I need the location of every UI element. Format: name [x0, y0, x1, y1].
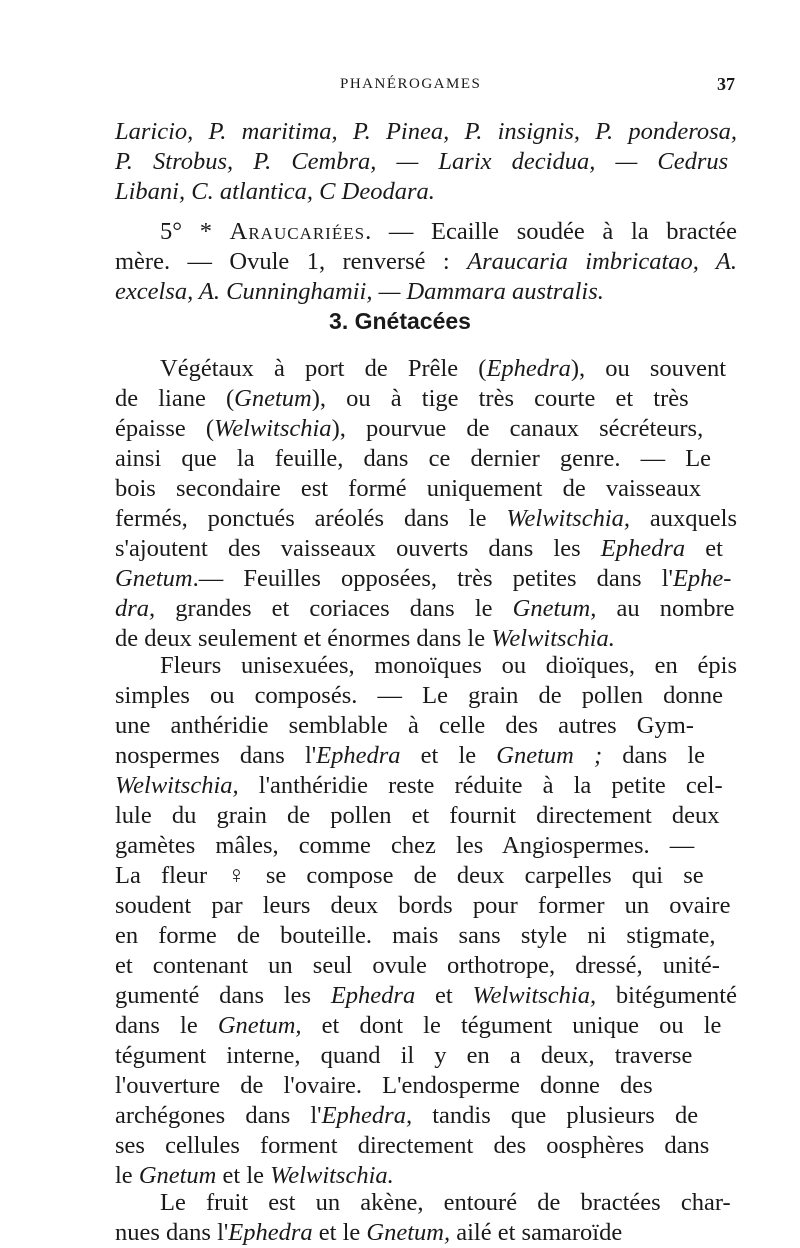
- text-span: et contenant un seul ovule orthotrope, dressé, unité-: [115, 952, 720, 979]
- text-line: [115, 414, 703, 444]
- text-span: auxquels: [630, 505, 737, 532]
- text-span: gamètes mâles, comme chez les Angiospermes. —: [115, 832, 695, 859]
- text-span: Welwitschia,: [506, 505, 630, 532]
- text-line: [115, 534, 723, 564]
- text-span: Araucaria imbricatao, A.: [467, 248, 737, 275]
- text-line: [115, 921, 716, 951]
- text-line: [115, 1161, 394, 1191]
- text-span: bois secondaire est formé uniquement de vaisseaux: [115, 475, 702, 502]
- text-span: 5° *: [160, 218, 230, 245]
- text-span: tégument interne, quand il y en a deux, traverse: [115, 1042, 693, 1069]
- text-span: et: [415, 982, 473, 1009]
- text-line: [115, 741, 705, 771]
- text-span: et dont le tégument unique ou le: [301, 1012, 722, 1039]
- text-span: une anthéridie semblable à celle des autres Gym-: [115, 712, 694, 739]
- text-line: [115, 444, 711, 474]
- text-line: [115, 891, 730, 921]
- text-span: .— Feuilles opposées, très petites dans l': [192, 565, 673, 592]
- text-span: archégones dans l': [115, 1102, 322, 1129]
- text-line: [115, 981, 737, 1011]
- text-span: ), ou à tige très courte et très: [311, 385, 689, 412]
- text-line: [115, 564, 731, 594]
- text-line: [115, 624, 615, 654]
- text-span: Welwitschia.: [270, 1162, 394, 1189]
- text-span: simples ou composés. — Le grain de pollen donne: [115, 682, 724, 709]
- text-line: [115, 951, 720, 981]
- text-span: Ephedra: [600, 535, 686, 562]
- text-span: et: [685, 535, 723, 562]
- text-span: Fleurs unisexuées, monoïques ou dioïques, en épis: [160, 652, 737, 679]
- text-span: dans le: [602, 742, 705, 769]
- text-span: Gnetum ;: [496, 742, 603, 769]
- text-span: nues dans l': [115, 1219, 229, 1246]
- text-line: [115, 1131, 709, 1161]
- text-line: [115, 147, 728, 177]
- text-span: lule du grain de pollen et fournit directement deux: [115, 802, 720, 829]
- text-line: [115, 681, 723, 711]
- text-span: P. Strobus, P. Cembra, — Larix decidua, — Cedrus: [115, 148, 729, 175]
- text-line: [115, 711, 694, 741]
- text-span: et le: [216, 1162, 271, 1189]
- text-line: [115, 1041, 692, 1071]
- text-span: dans le: [115, 1012, 218, 1039]
- text-span: Gnetum,: [217, 1012, 302, 1039]
- text-span: Végétaux à port de Prêle (: [160, 355, 487, 382]
- text-span: Libani, C. atlantica, C Deodara.: [115, 178, 435, 205]
- text-span: mère. — Ovule 1, renversé :: [115, 248, 468, 275]
- text-span: tandis que plusieurs de: [412, 1102, 699, 1129]
- text-span: Gnetum: [234, 385, 312, 412]
- text-span: Welwitschia.: [491, 625, 615, 652]
- text-line: [160, 651, 737, 681]
- text-span: Araucariées: [229, 218, 366, 245]
- text-line: [115, 474, 701, 504]
- text-line: [115, 1101, 698, 1131]
- running-head-title: PHANÉROGAMES: [340, 76, 482, 92]
- text-span: épaisse (: [115, 415, 215, 442]
- text-line: [115, 1218, 622, 1248]
- running-header: [0, 76, 800, 102]
- text-span: l'ouverture de l'ovaire. L'endosperme donne des: [115, 1072, 653, 1099]
- text-span: La fleur ♀ se compose de deux carpelles qui se: [115, 862, 704, 889]
- text-span: . — Ecaille soudée à la bractée: [365, 218, 737, 245]
- text-span: grandes et coriaces dans le: [155, 595, 513, 622]
- text-span: Gnetum,: [512, 595, 597, 622]
- text-span: l'anthéridie reste réduite à la petite cel-: [238, 772, 723, 799]
- text-line: [115, 771, 723, 801]
- text-span: ailé et samaroïde: [450, 1219, 623, 1246]
- text-span: de liane (: [115, 385, 235, 412]
- text-span: Gnetum: [115, 565, 193, 592]
- text-span: dra,: [115, 595, 156, 622]
- text-span: Gnetum,: [366, 1219, 451, 1246]
- text-span: Ephe-: [672, 565, 732, 592]
- text-line: [115, 504, 737, 534]
- text-span: Gnetum: [138, 1162, 217, 1189]
- text-span: Welwitschia,: [472, 982, 597, 1009]
- text-span: Le fruit est un akène, entouré de bractées char-: [160, 1189, 731, 1216]
- text-line: [160, 354, 726, 384]
- text-span: Ephedra: [316, 742, 401, 769]
- text-line: [115, 801, 720, 831]
- text-span: bitégumenté: [596, 982, 737, 1009]
- text-line: [115, 177, 435, 207]
- text-span: de deux seulement et énormes dans le: [115, 625, 492, 652]
- text-span: Laricio, P. maritima, P. Pinea, P. insignis, P. ponderosa,: [115, 118, 737, 145]
- text-line: [115, 861, 704, 891]
- text-line: [160, 217, 737, 247]
- text-line: [115, 1071, 653, 1101]
- text-span: au nombre: [596, 595, 735, 622]
- text-span: ses cellules forment directement des oosphères dans: [115, 1132, 710, 1159]
- text-span: et le: [312, 1219, 367, 1246]
- text-span: et le: [400, 742, 497, 769]
- text-span: en forme de bouteille. mais sans style ni stigmate,: [115, 922, 716, 949]
- text-span: Ephedra: [330, 982, 416, 1009]
- text-span: soudent par leurs deux bords pour former un ovaire: [115, 892, 731, 919]
- text-span: ), pourvue de canaux sécréteurs,: [331, 415, 704, 442]
- text-span: Ephedra: [228, 1219, 313, 1246]
- text-span: gumenté dans les: [115, 982, 331, 1009]
- text-span: nospermes dans l': [115, 742, 317, 769]
- text-line: [160, 1188, 731, 1218]
- text-line: [115, 1011, 721, 1041]
- text-line: [115, 594, 735, 624]
- text-span: excelsa, A. Cunninghamii, — Dammara australis.: [115, 278, 604, 305]
- text-line: [115, 277, 604, 307]
- text-span: Ephedra,: [321, 1102, 413, 1129]
- text-span: le: [115, 1162, 139, 1189]
- text-span: Ephedra: [486, 355, 571, 382]
- text-span: fermés, ponctués aréolés dans le: [115, 505, 507, 532]
- text-span: s'ajoutent des vaisseaux ouverts dans les: [115, 535, 601, 562]
- section-heading: 3. Gnétacées: [329, 308, 471, 334]
- page-number: 37: [717, 74, 735, 94]
- text-span: ainsi que la feuille, dans ce dernier genre. — Le: [115, 445, 712, 472]
- text-line: [115, 384, 689, 414]
- text-line: [115, 247, 737, 277]
- text-span: Welwitschia: [214, 415, 332, 442]
- text-line: [115, 117, 737, 147]
- text-span: Welwitschia,: [115, 772, 239, 799]
- text-span: ), ou souvent: [570, 355, 727, 382]
- text-line: [115, 831, 694, 861]
